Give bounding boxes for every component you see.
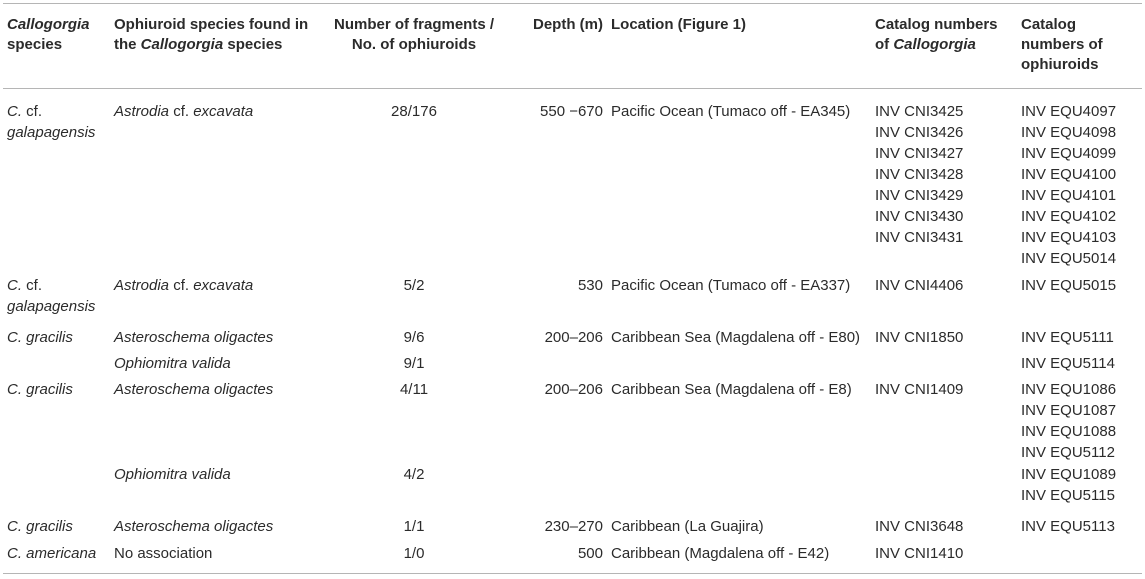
location-cell: Caribbean (Magdalena off - E42)	[611, 545, 830, 562]
catalog-callogorgia-cell: INV CNI1409	[875, 381, 964, 398]
depth-cell: 200–206	[544, 329, 603, 346]
depth-cell	[508, 348, 607, 374]
ophiuroid-cell: Ophiomitra valida	[114, 355, 231, 372]
header-callogorgia-species: Callogorgia species	[7, 16, 90, 53]
fragments-cell: 4/2	[403, 466, 425, 483]
ophiuroid-cell: Asteroschema oligactes	[114, 518, 274, 535]
fragments-cell: 1/1	[403, 518, 425, 535]
table-row	[3, 348, 1142, 374]
location-cell: Pacific Ocean (Tumaco off - EA337)	[611, 277, 851, 294]
header-location: Location (Figure 1)	[611, 16, 746, 33]
depth-cell: 230–270	[544, 518, 603, 535]
catalog-callogorgia-cell	[871, 464, 1017, 512]
fragments-cell: 9/6	[403, 329, 425, 346]
catalog-ophiuroid-cell: INV EQU5113	[1021, 518, 1115, 535]
catalog-callogorgia-cell: INV CNI1850	[875, 329, 964, 346]
location-cell: Caribbean (La Guajira)	[611, 518, 764, 535]
table-body	[3, 89, 1142, 574]
catalog-ophiuroid-cell: INV EQU4097 INV EQU4098 INV EQU4099 INV EQU4100 INV EQU4101 INV EQU4102 INV EQU4103 INV EQU5014	[1021, 103, 1117, 267]
species-cell: C. cf. galapagensis	[7, 277, 96, 315]
species-cell: C. gracilis	[7, 518, 73, 535]
depth-cell	[508, 464, 607, 512]
depth-cell: 500	[577, 545, 603, 562]
species-cell: C. cf. galapagensis	[7, 103, 96, 141]
depth-cell: 550 −670	[540, 103, 603, 120]
ophiuroid-cell: Ophiomitra valida	[114, 466, 231, 483]
table-row	[3, 512, 1142, 539]
header-catalog-callogorgia: Catalog numbers of Callogorgia	[875, 16, 998, 53]
catalog-callogorgia-cell: INV CNI3648	[875, 518, 964, 535]
catalog-callogorgia-cell: INV CNI3425 INV CNI3426 INV CNI3427 INV CNI3428 INV CNI3429 INV CNI3430 INV CNI3431	[875, 103, 964, 246]
location-cell	[607, 464, 871, 512]
ophiuroid-cell: Asteroschema oligactes	[114, 381, 274, 398]
species-cell: C. gracilis	[7, 329, 73, 346]
fragments-cell: 28/176	[391, 103, 437, 120]
catalog-callogorgia-cell	[871, 348, 1017, 374]
fragments-cell: 1/0	[403, 545, 425, 562]
ophiuroid-cell: No association	[114, 545, 213, 562]
catalog-ophiuroid-cell: INV EQU1089 INV EQU5115	[1021, 466, 1117, 504]
header-catalog-ophiuroids: Catalog numbers of ophiuroids	[1021, 16, 1103, 73]
fragments-cell: 5/2	[403, 277, 425, 294]
header-fragments: Number of fragments / No. of ophiuroids	[333, 16, 495, 53]
catalog-callogorgia-cell: INV CNI1410	[875, 545, 964, 562]
catalog-ophiuroid-cell: INV EQU1086 INV EQU1087 INV EQU1088 INV EQU5112	[1021, 381, 1117, 461]
catalog-callogorgia-cell: INV CNI4406	[875, 277, 964, 294]
header-ophiuroid-species: Ophiuroid species found in the Callogorgia species	[114, 16, 309, 53]
species-cell: C. gracilis	[7, 381, 73, 398]
species-cell	[3, 348, 110, 374]
ophiuroid-cell: Astrodia cf. excavata	[114, 103, 254, 120]
data-table	[3, 3, 1142, 574]
fragments-cell: 4/11	[399, 381, 429, 398]
catalog-ophiuroid-cell: INV EQU5114	[1021, 355, 1115, 372]
table-row	[3, 464, 1142, 512]
catalog-ophiuroid-cell: INV EQU5015	[1021, 277, 1117, 294]
table-row	[3, 269, 1142, 321]
location-cell: Pacific Ocean (Tumaco off - EA345)	[611, 103, 851, 120]
table-page	[0, 3, 1145, 579]
species-cell: C. americana	[7, 545, 97, 562]
location-cell: Caribbean Sea (Magdalena off - E80)	[611, 329, 861, 346]
table-header	[3, 4, 1142, 89]
header-row	[3, 4, 1142, 89]
ophiuroid-cell: Astrodia cf. excavata	[114, 277, 254, 294]
species-cell	[3, 464, 110, 512]
table-row	[3, 89, 1142, 270]
catalog-ophiuroid-cell	[1017, 539, 1142, 573]
table-row	[3, 539, 1142, 573]
ophiuroid-cell: Asteroschema oligactes	[114, 329, 274, 346]
depth-cell: 200–206	[544, 381, 603, 398]
fragments-cell: 9/1	[403, 355, 425, 372]
location-cell: Caribbean Sea (Magdalena off - E8)	[611, 381, 852, 398]
depth-cell: 530	[577, 277, 603, 294]
location-cell	[607, 348, 871, 374]
table-row	[3, 374, 1142, 464]
table-row	[3, 321, 1142, 348]
header-depth: Depth (m)	[533, 16, 603, 33]
catalog-ophiuroid-cell: INV EQU5111	[1021, 329, 1114, 346]
